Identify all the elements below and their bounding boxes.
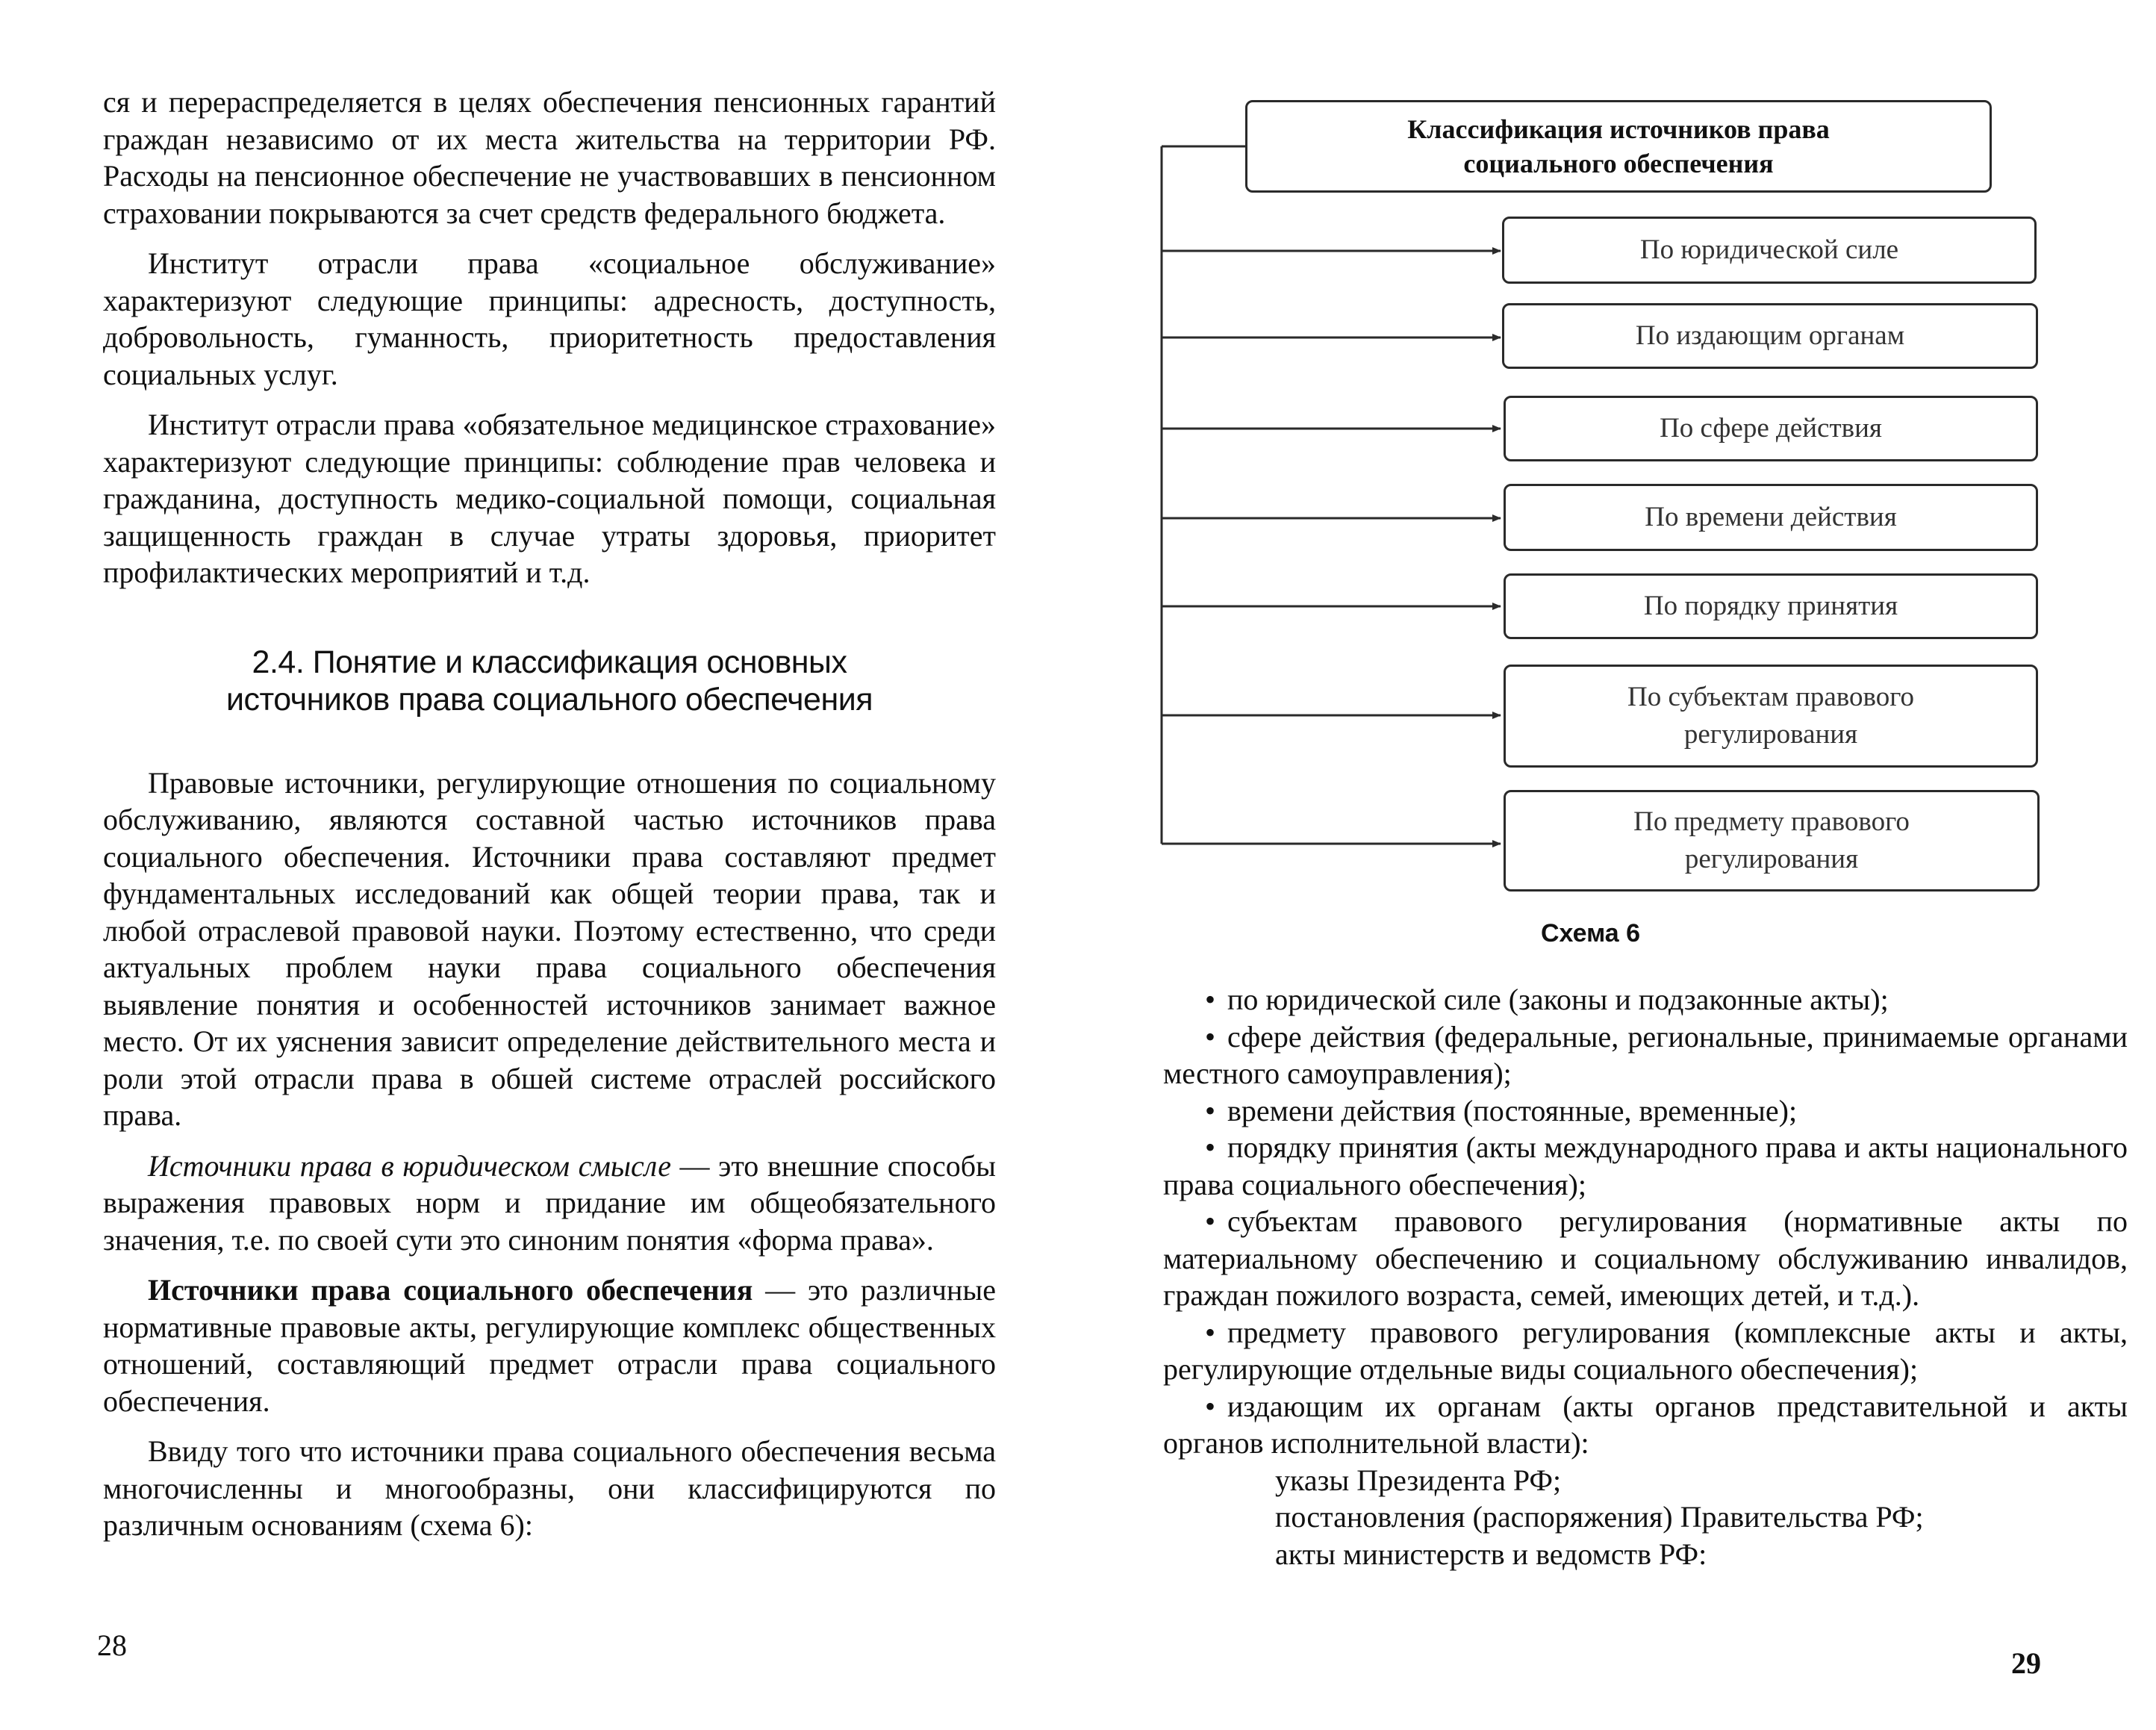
bullet-text: сфере действия (федеральные, региональные, принимаемые органами местного самоуправления); [1163,1019,2128,1090]
bullet-item [1163,1203,2128,1314]
paragraph: Правовые источники, регулирующие отношения по социальному обслуживанию, являются составной частью источников права социального обеспечения. Источники права составляют предмет фундаментальных исследований как общей теории права, так и любой отраслевой правовой науки. Поэтому естественно, что среди актуальных проблем науки права социального обеспечения выявление понятия и особенностей источников занимает важное место. От их уяснения зависит определение действительного места и роли этой отрасли права в обшей системе отраслей российского права. [103,765,996,1132]
paragraph: ся и перераспределяется в целях обеспечения пенсионных гарантий граждан независимо от их места жительства на территории РФ. Расходы на пенсионное обеспечение не участвовавших в пенсионном страховании покрываются за счет средств федерального бюджета. [103,85,996,230]
right-page [1078,0,2156,1730]
diagram-box-label: По порядку принятия [1643,591,1898,621]
bullet-text: по юридической силе (законы и подзаконные акты); [1227,983,1889,1016]
diagram-box [1504,484,2038,551]
diagram-box [1504,790,2040,892]
paragraph-legal-sense [103,1148,996,1259]
section-heading-line: источников права социального обеспечения [225,681,873,718]
diagram-box [1502,303,2038,369]
diagram-box-label: По предмету правового [1633,806,1910,837]
section-heading [103,644,996,718]
diagram-caption: Схема 6 [1541,919,1641,948]
bullet-icon: • [1205,1315,1216,1349]
paragraph: Институт отрасли права «социальное обслуживание» характеризуют следующие принципы: адресность, доступность, добровольность, гуманность, приоритетность предоставления социальных услуг. [103,246,996,391]
diagram-box-label: регулирования [1683,719,1858,750]
diagram-box [1502,217,2037,284]
diagram-root-line: социального обеспечения [1463,149,1774,178]
paragraph-text: — это внешние способы выражения правовых норм и придание им общеобязательного значения, т.е. по своей сути это синоним понятия «форма права». [103,1148,997,1257]
bullet-icon: • [1205,983,1216,1016]
bullet-text: времени действия (постоянные, временные); [1227,1093,1798,1127]
bullet-item [1163,1018,2128,1092]
bullet-text: издающим их органам (акты органов представительной и акты органов исполнительной власти): [1163,1389,2128,1460]
bullet-text: субъектам правового регулирования (нормативные акты по материальному обеспечению и социальному обслуживанию инвалидов, граждан пожилого возраста, семей, имеющих детей, и т.д.). [1163,1204,2128,1312]
page-number: 28 [97,1628,127,1662]
paragraph-text: — это различные нормативные правовые акты, регулирующие комплекс общественных отношений, составляющий предмет отрасли права социального обеспечения. [103,1273,996,1418]
bullet-icon: • [1205,1389,1216,1423]
bullet-icon: • [1205,1019,1216,1054]
paragraph-definition [103,1272,996,1419]
diagram-box [1504,396,2038,461]
subitem-list [1163,1462,2128,1573]
bullet-item [1163,1314,2128,1388]
bullet-text: предмету правового регулирования (комплексные акты и акты, регулирующие отдельные виды социального обеспечения); [1163,1315,2128,1386]
diagram-box [1504,665,2038,768]
diagram-root-line: Классификация источников права [1407,114,1830,144]
diagram-box-label: По субъектам правового [1627,682,1914,712]
left-text-column [103,84,996,1544]
diagram-root-text [1407,112,1830,181]
bullet-icon: • [1205,1204,1216,1238]
paragraph: Институт отрасли права «обязательное медицинское страхование» характеризуют следующие принципы: соблюдение прав человека и гражданина, доступность медико-социальной помощи, социальная защищенность граждан в случае утраты здоровья, приоритет профилактических мероприятий и т.д. [103,408,996,589]
diagram-box-label: По юридической силе [1639,234,1899,265]
term-bold: Источники права социального обеспечения [148,1273,753,1307]
subitem: акты министерств и ведомств РФ: [1275,1537,1707,1571]
subitem: указы Президента РФ; [1275,1463,1562,1497]
bullet-item [1163,1388,2128,1462]
diagram-box-label: По времени действия [1645,502,1897,532]
subitem: постановления (распоряжения) Правительства РФ; [1275,1500,1924,1534]
bullet-icon: • [1205,1130,1216,1164]
page-number: 29 [2011,1646,2041,1680]
diagram-box-label: По сфере действия [1660,413,1882,444]
bullet-item [1163,981,2128,1018]
paragraph: Ввиду того что источники права социального обеспечения весьма многочисленны и многообразны, они классифицируются по различным основаниям (схема 6): [103,1434,996,1542]
diagram-box-label: По издающим органам [1635,320,1905,351]
right-text-column [1163,981,2128,1572]
bullet-item [1163,1092,2128,1130]
diagram-box [1504,573,2038,639]
bullet-item [1163,1129,2128,1203]
bullet-icon: • [1205,1093,1216,1127]
diagram-box-label: регулирования [1684,844,1859,874]
section-heading-line: 2.4. Понятие и классификация основных [252,644,847,680]
bullet-text: порядку принятия (акты международного права и акты национального права социального обеспечения); [1163,1130,2128,1201]
term-italic: Источники права в юридическом смысле [148,1148,671,1183]
diagram-root-box [1245,100,1992,193]
